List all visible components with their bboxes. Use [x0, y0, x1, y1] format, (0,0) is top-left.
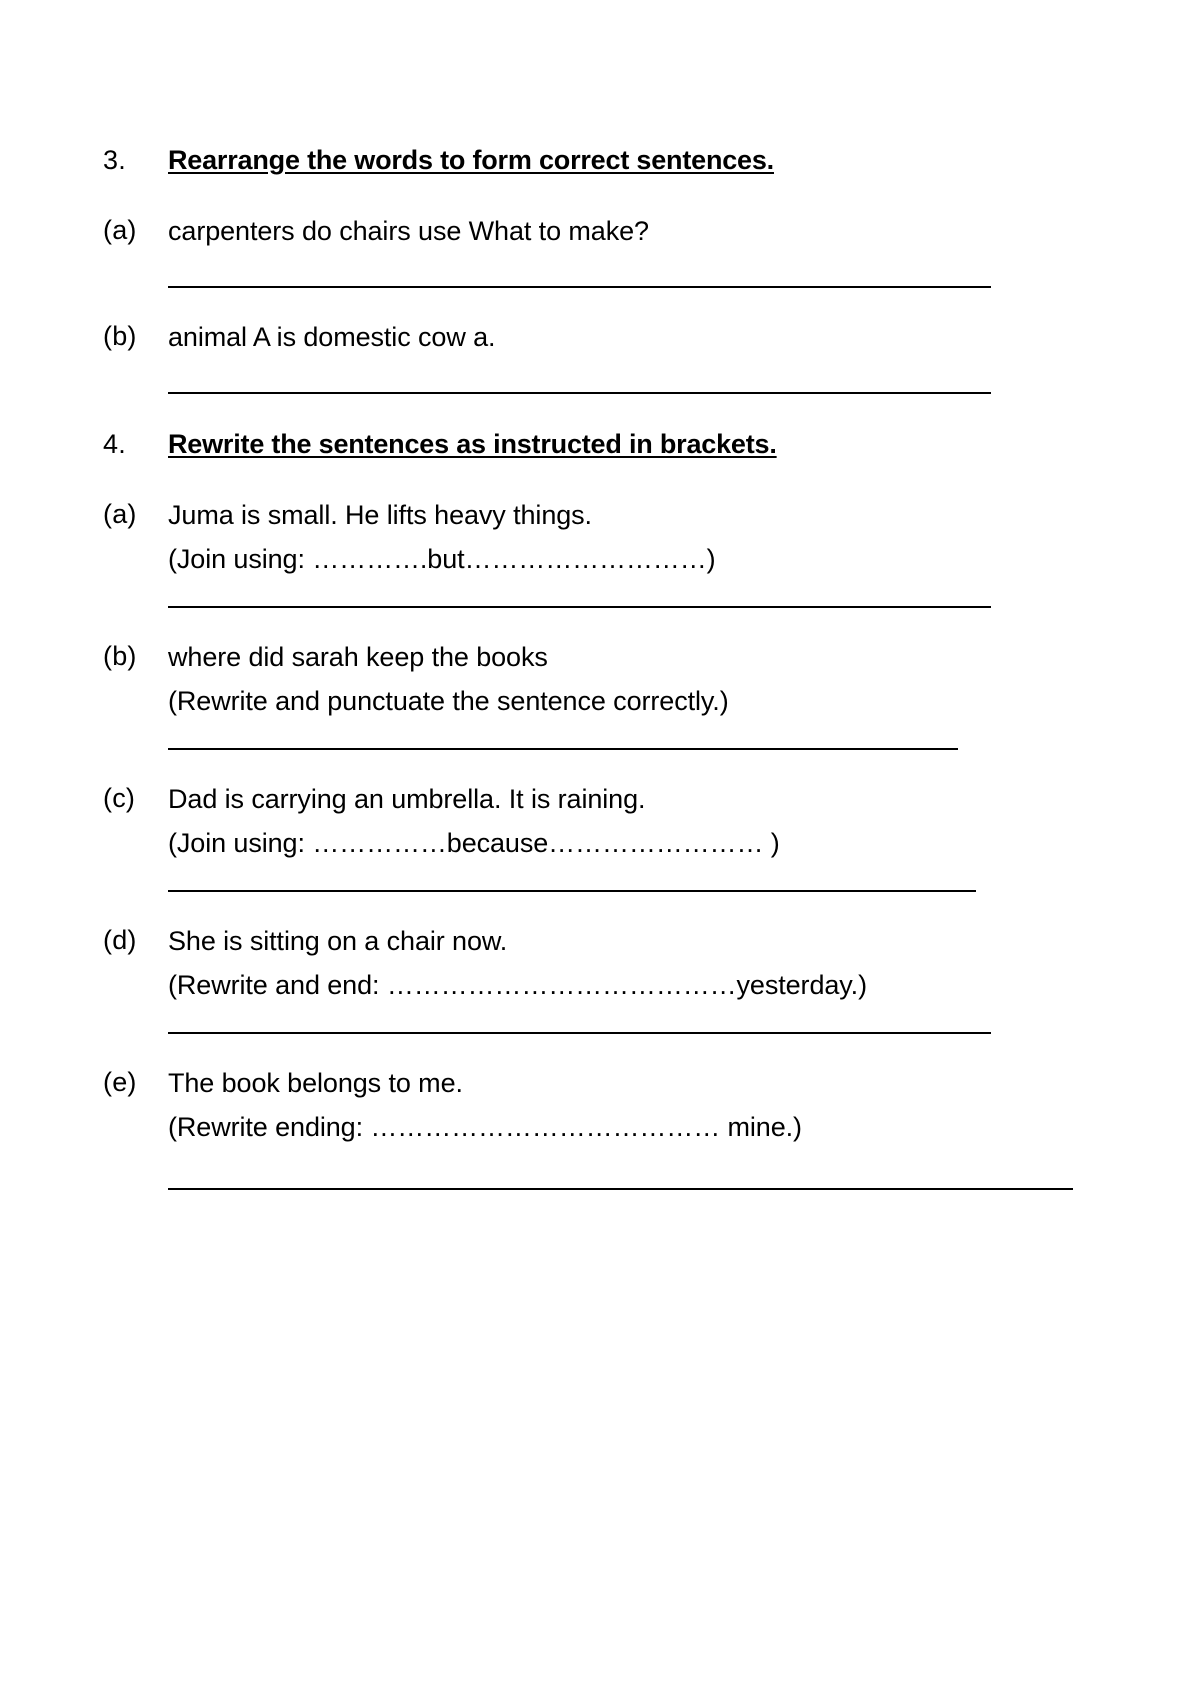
spacer	[103, 1008, 1093, 1032]
question-item-3a	[103, 210, 1093, 252]
question-instruction-4e: (Rewrite ending: ………………………………… mine.)	[168, 1112, 802, 1142]
section-number-3: 3.	[103, 145, 126, 175]
spacer	[103, 608, 1093, 636]
spacer	[103, 394, 1093, 424]
answer-line-4e[interactable]	[168, 1188, 1073, 1190]
question-text-4c: Dad is carrying an umbrella. It is raining.	[168, 784, 646, 814]
question-instruction-4d: (Rewrite and end: …………………………………yesterday.)	[168, 970, 867, 1000]
question-item-4e	[103, 1062, 1093, 1150]
question-label-3a: (a)	[103, 215, 137, 245]
spacer	[103, 358, 1093, 392]
question-item-4a	[103, 494, 1093, 582]
question-text-4b: where did sarah keep the books	[168, 642, 548, 672]
spacer	[103, 1034, 1093, 1062]
question-label-4e: (e)	[103, 1067, 137, 1097]
question-text-3b: animal A is domestic cow a.	[168, 322, 496, 352]
question-item-4d	[103, 920, 1093, 1008]
spacer	[103, 196, 1093, 210]
spacer	[103, 582, 1093, 606]
spacer	[103, 252, 1093, 286]
spacer	[103, 866, 1093, 890]
spacer	[103, 1150, 1093, 1188]
section-heading-4	[103, 424, 1093, 464]
spacer	[103, 480, 1093, 494]
question-label-4a: (a)	[103, 499, 137, 529]
question-item-3b	[103, 316, 1093, 358]
section-title-4: Rewrite the sentences as instructed in brackets.	[168, 429, 777, 459]
section-number-4: 4.	[103, 429, 126, 459]
question-item-4b	[103, 636, 1093, 724]
question-label-3b: (b)	[103, 321, 137, 351]
question-item-4c	[103, 778, 1093, 866]
question-text-3a: carpenters do chairs use What to make?	[168, 216, 649, 246]
spacer	[103, 892, 1093, 920]
question-label-4b: (b)	[103, 641, 137, 671]
question-label-4c: (c)	[103, 783, 136, 813]
question-instruction-4a: (Join using: ………….but………………………)	[168, 544, 716, 574]
question-instruction-4b: (Rewrite and punctuate the sentence correctly.)	[168, 686, 729, 716]
question-text-4d: She is sitting on a chair now.	[168, 926, 508, 956]
worksheet-content	[103, 140, 1093, 1190]
question-label-4d: (d)	[103, 925, 137, 955]
spacer	[103, 724, 1093, 748]
section-title-3: Rearrange the words to form correct sentences.	[168, 145, 774, 175]
question-text-4e: The book belongs to me.	[168, 1068, 463, 1098]
question-instruction-4c: (Join using: ……………because…………………… )	[168, 828, 780, 858]
question-text-4a: Juma is small. He lifts heavy things.	[168, 500, 592, 530]
spacer	[103, 750, 1093, 778]
section-heading-3	[103, 140, 1093, 180]
spacer	[103, 288, 1093, 316]
